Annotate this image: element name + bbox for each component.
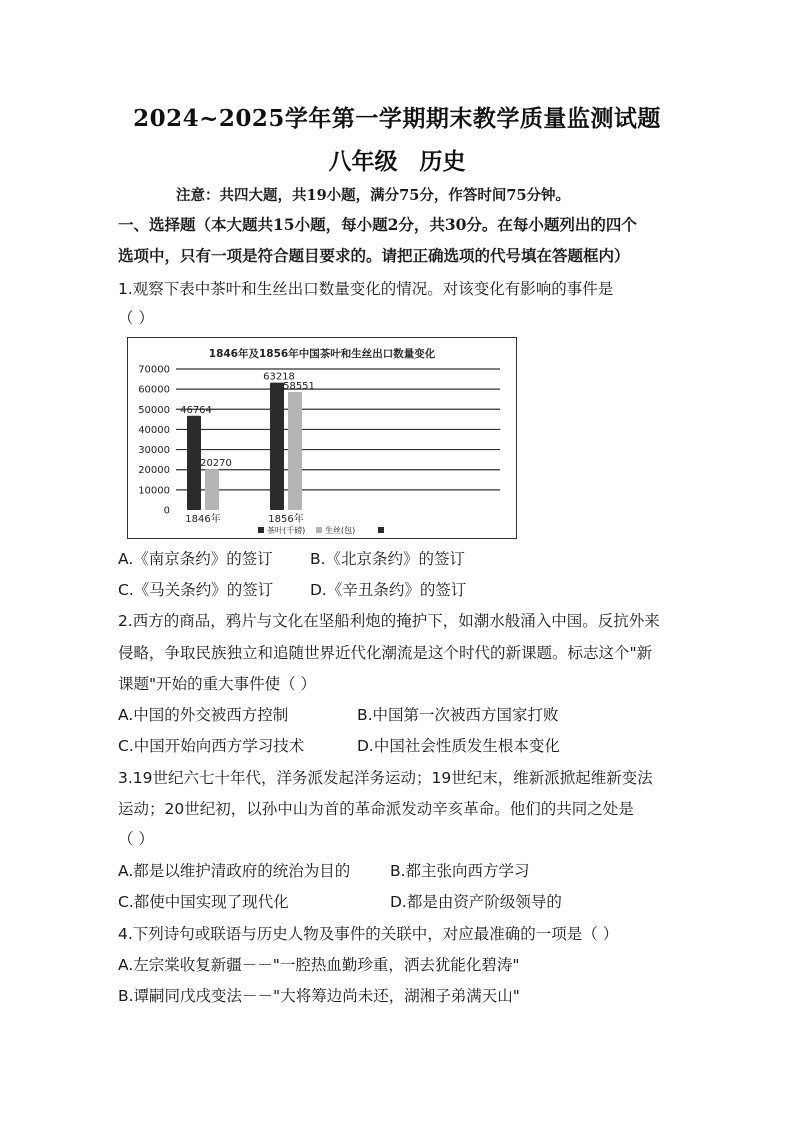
q3-option-c[interactable]: C.都使中国实现了现代化 — [118, 893, 289, 911]
y-tick-label: 20000 — [138, 465, 170, 477]
y-tick-label: 60000 — [138, 384, 170, 396]
bar-tea — [270, 383, 284, 510]
q1-option-a[interactable]: A.《南京条约》的签订 — [118, 550, 273, 568]
legend-swatch — [316, 527, 322, 533]
legend-label: 生丝(包) — [325, 526, 356, 535]
q2-stem-line1: 2.西方的商品，鸦片与文化在坚船利炮的掩护下，如潮水般涌入中国。反抗外来 — [118, 612, 660, 630]
data-label: 58551 — [283, 381, 315, 393]
q3-stem-line2: 运动；20世纪初，以孙中山为首的革命派发动辛亥革命。他们的共同之处是 — [118, 800, 634, 818]
q3-stem-line1: 3.19世纪六七十年代，洋务派发起洋务运动；19世纪末，维新派掀起维新变法 — [118, 769, 653, 787]
y-tick-label: 50000 — [138, 404, 170, 416]
q1-option-b[interactable]: B.《北京条约》的签订 — [310, 550, 466, 568]
section1-heading-line1: 一、选择题（本大题共15小题，每小题2分，共30分。在每小题列出的四个 — [118, 215, 637, 234]
grade-label: 八年级 — [328, 148, 398, 175]
q1-stem: 1.观察下表中茶叶和生丝出口数量变化的情况。对该变化有影响的事件是 — [118, 280, 614, 298]
q4-stem: 4.下列诗句或联语与历史人物及事件的关联中，对应最准确的一项是（ ） — [118, 925, 619, 943]
data-label: 63218 — [263, 371, 295, 383]
q2-stem-line3: 课题"开始的重大事件使（ ） — [118, 675, 317, 693]
q4-option-b[interactable]: B.谭嗣同戊戌变法－－"大将筹边尚未还，湖湘子弟满天山" — [118, 987, 520, 1005]
legend-label: 茶叶(千磅) — [267, 526, 306, 535]
q2-stem-line2: 侵略，争取民族独立和追随世界近代化潮流是这个时代的新课题。标志这个"新 — [118, 644, 653, 662]
q2-option-a[interactable]: A.中国的外交被西方控制 — [118, 706, 289, 724]
q3-option-b[interactable]: B.都主张向西方学习 — [390, 862, 530, 880]
y-tick-label: 0 — [163, 505, 170, 517]
bar-silk — [205, 469, 219, 510]
exam-subtitle — [0, 143, 794, 176]
exam-title: 2024~2025学年第一学期期末教学质量监测试题 — [133, 105, 661, 132]
q1-answer-blank: （ ） — [118, 309, 154, 327]
bar-chart-svg — [128, 338, 516, 538]
legend-swatch — [258, 527, 264, 533]
y-tick-label: 30000 — [138, 445, 170, 457]
q1-option-c[interactable]: C.《马关条约》的签订 — [118, 581, 274, 599]
q4-option-a[interactable]: A.左宗棠收复新疆－－"一腔热血勤珍重，洒去犹能化碧涛" — [118, 956, 520, 974]
q3-option-d[interactable]: D.都是由资产阶级领导的 — [390, 893, 562, 911]
y-tick-label: 70000 — [138, 364, 170, 376]
subject-label: 历史 — [419, 148, 466, 175]
q2-option-c[interactable]: C.中国开始向西方学习技术 — [118, 737, 305, 755]
q2-option-d[interactable]: D.中国社会性质发生根本变化 — [357, 737, 560, 755]
bar-tea — [187, 416, 201, 510]
data-label: 46764 — [180, 404, 212, 416]
y-tick-label: 10000 — [138, 485, 170, 497]
chart-title: 1846年及1856年中国茶叶和生丝出口数量变化 — [208, 348, 436, 360]
q1-chart — [127, 337, 517, 539]
x-category-label: 1856年 — [268, 514, 304, 525]
exam-note: 注意：共四大题，共19小题，满分75分，作答时间75分钟。 — [176, 187, 571, 204]
q3-answer-blank: （ ） — [118, 830, 154, 848]
data-label: 20270 — [200, 458, 232, 470]
section1-heading-line2: 选项中，只有一项是符合题目要求的。请把正确选项的代号填在答题框内） — [118, 246, 630, 265]
q1-option-d[interactable]: D.《辛丑条约》的签订 — [310, 581, 467, 599]
bar-silk — [288, 392, 302, 510]
q3-option-a[interactable]: A.都是以维护清政府的统治为目的 — [118, 862, 351, 880]
y-tick-label: 40000 — [138, 424, 170, 436]
q2-option-b[interactable]: B.中国第一次被西方国家打败 — [357, 706, 559, 724]
legend-swatch-extra — [378, 527, 384, 533]
x-category-label: 1846年 — [185, 514, 221, 525]
